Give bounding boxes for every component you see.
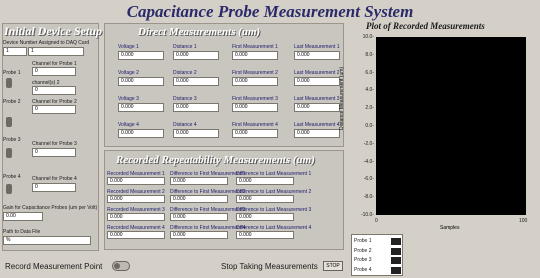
plot-legend xyxy=(351,234,403,276)
distance-4-label: Distance 4 xyxy=(173,122,197,128)
last-2-label: Last Measurement 2 xyxy=(294,70,340,76)
channels-input[interactable]: 0 xyxy=(32,86,76,95)
recorded-3-label: Recorded Measurement 3 xyxy=(107,207,165,213)
plot-title: Plot of Recorded Measurements xyxy=(366,21,485,31)
legend-item-2: Probe 2 xyxy=(354,247,372,254)
stop-button[interactable]: STOP xyxy=(323,261,343,271)
diff-last-4-label: Difference to Last Measurement 4 xyxy=(236,225,312,231)
x-tick-0: 0 xyxy=(375,218,378,224)
distance-3-field[interactable]: 0.000 xyxy=(173,103,219,112)
diff-first-2-label: Difference to First Measurement 2 xyxy=(170,189,246,195)
y-tick-10: -10.0- xyxy=(360,212,374,218)
probe-4-label: Probe 4 xyxy=(3,174,21,180)
device-select[interactable]: 1 xyxy=(28,47,84,56)
recorded-2-label: Recorded Measurement 2 xyxy=(107,189,165,195)
y-axis-label: Distance Measurement (um) xyxy=(339,66,345,130)
setup-title: Initial Device Setup xyxy=(4,24,102,38)
channel-4-label: Channel for Probe 4 xyxy=(32,176,77,182)
repeat-title: Recorded Repeatability Measurements (um) xyxy=(116,154,315,166)
first-4-field[interactable]: 0.000 xyxy=(232,129,278,138)
diff-last-1-field[interactable]: 0.000 xyxy=(236,177,294,185)
last-2-field[interactable]: 0.000 xyxy=(294,77,340,86)
probe-3-switch[interactable] xyxy=(6,148,12,158)
plot-svg xyxy=(376,37,526,215)
diff-first-1-label: Difference to First Measurement 1 xyxy=(170,171,246,177)
recorded-4-field[interactable]: 0.000 xyxy=(107,231,165,239)
channel-3-label: Channel for Probe 3 xyxy=(32,141,77,147)
last-4-label: Last Measurement 4 xyxy=(294,122,340,128)
diff-last-1-label: Difference to Last Measurement 1 xyxy=(236,171,312,177)
last-3-label: Last Measurement 3 xyxy=(294,96,340,102)
legend-swatch-3 xyxy=(391,257,401,264)
legend-swatch-1 xyxy=(391,238,401,245)
y-tick-8: -6.0- xyxy=(363,176,374,183)
voltage-4-field[interactable]: 0.000 xyxy=(118,129,164,138)
last-1-field[interactable]: 0.000 xyxy=(294,51,340,60)
diff-last-3-field[interactable]: 0.000 xyxy=(236,213,294,221)
channel-1-label: Channel for Probe 1 xyxy=(32,61,77,67)
voltage-2-label: Voltage 2 xyxy=(118,70,139,76)
legend-swatch-2 xyxy=(391,248,401,255)
stop-label: Stop Taking Measurements xyxy=(221,262,318,271)
recorded-3-field[interactable]: 0.000 xyxy=(107,213,165,221)
last-3-field[interactable]: 0.000 xyxy=(294,103,340,112)
first-3-field[interactable]: 0.000 xyxy=(232,103,278,112)
probe-3-label: Probe 3 xyxy=(3,137,21,143)
diff-first-3-label: Difference to First Measurement 3 xyxy=(170,207,246,213)
recorded-4-label: Recorded Measurement 4 xyxy=(107,225,165,231)
y-tick-2: 6.0- xyxy=(365,69,374,76)
legend-item-4: Probe 4 xyxy=(354,266,372,273)
y-tick-3: 4.0- xyxy=(365,87,374,94)
first-3-label: First Measurement 3 xyxy=(232,96,278,102)
diff-first-3-field[interactable]: 0.000 xyxy=(170,213,228,221)
probe-1-switch[interactable] xyxy=(6,78,12,88)
first-1-label: First Measurement 1 xyxy=(232,44,278,50)
recorded-2-field[interactable]: 0.000 xyxy=(107,195,165,203)
probe-1-label: Probe 1 xyxy=(3,70,21,76)
distance-4-field[interactable]: 0.000 xyxy=(173,129,219,138)
diff-first-4-field[interactable]: 0.000 xyxy=(170,231,228,239)
voltage-2-field[interactable]: 0.000 xyxy=(118,77,164,86)
voltage-3-label: Voltage 3 xyxy=(118,96,139,102)
y-tick-9: -8.0- xyxy=(363,194,374,201)
y-tick-7: -4.0- xyxy=(363,158,374,165)
channel-1-input[interactable]: 0 xyxy=(32,67,76,76)
last-1-label: Last Measurement 1 xyxy=(294,44,340,50)
record-label: Record Measurement Point xyxy=(5,262,103,271)
distance-1-field[interactable]: 0.000 xyxy=(173,51,219,60)
device-number-input[interactable]: 1 xyxy=(3,47,27,56)
channel-2-label: Channel for Probe 2 xyxy=(32,99,77,105)
y-tick-6: -2.0- xyxy=(363,140,374,147)
diff-last-2-field[interactable]: 0.000 xyxy=(236,195,294,203)
distance-3-label: Distance 3 xyxy=(173,96,197,102)
y-tick-1: 8.0- xyxy=(365,51,374,58)
page-title: Capacitance Probe Measurement System xyxy=(126,2,414,21)
probe-2-switch[interactable] xyxy=(6,117,12,127)
distance-1-label: Distance 1 xyxy=(173,44,197,50)
recorded-1-field[interactable]: 0.000 xyxy=(107,177,165,185)
voltage-3-field[interactable]: 0.000 xyxy=(118,103,164,112)
probe-4-switch[interactable] xyxy=(6,184,12,194)
y-tick-5: 0.0- xyxy=(365,123,374,129)
y-tick-4: 2.0- xyxy=(365,105,374,112)
path-input[interactable]: % xyxy=(3,236,91,245)
y-tick-0: 10.0- xyxy=(362,34,374,40)
voltage-1-field[interactable]: 0.000 xyxy=(118,51,164,60)
channels-label: channel(s) 2 xyxy=(32,80,60,86)
diff-first-2-field[interactable]: 0.000 xyxy=(170,195,228,203)
x-axis-label: Samples xyxy=(440,225,460,231)
legend-swatch-4 xyxy=(391,267,401,274)
first-2-field[interactable]: 0.000 xyxy=(232,77,278,86)
gain-input[interactable]: 0.00 xyxy=(3,212,43,221)
direct-title: Direct Measurements (um) xyxy=(138,26,261,38)
legend-item-3: Probe 3 xyxy=(354,257,372,263)
record-toggle[interactable] xyxy=(112,261,130,271)
voltage-1-label: Voltage 1 xyxy=(118,44,139,50)
diff-last-2-label: Difference to Last Measurement 2 xyxy=(236,189,312,195)
voltage-4-label: Voltage 4 xyxy=(118,122,139,128)
channel-2-input[interactable]: 0 xyxy=(32,105,76,114)
x-tick-100: 100 xyxy=(519,218,528,224)
first-2-label: First Measurement 2 xyxy=(232,70,278,76)
diff-last-3-label: Difference to Last Measurement 3 xyxy=(236,207,312,213)
plot-area xyxy=(376,37,526,215)
distance-2-field[interactable]: 0.000 xyxy=(173,77,219,86)
probe-2-label: Probe 2 xyxy=(3,99,21,105)
diff-first-4-label: Difference to First Measurement 4 xyxy=(170,225,246,231)
distance-2-label: Distance 2 xyxy=(173,70,197,76)
diff-last-4-field[interactable]: 0.000 xyxy=(236,231,294,239)
first-1-field[interactable]: 0.000 xyxy=(232,51,278,60)
last-4-field[interactable]: 0.000 xyxy=(294,129,340,138)
legend-item-1: Probe 1 xyxy=(354,238,372,244)
first-4-label: First Measurement 4 xyxy=(232,122,278,128)
channel-4-input[interactable]: 0 xyxy=(32,183,76,192)
recorded-1-label: Recorded Measurement 1 xyxy=(107,171,165,177)
diff-first-1-field[interactable]: 0.000 xyxy=(170,177,228,185)
device-label: Device Number Assigned to DAQ Card xyxy=(3,40,90,46)
channel-3-input[interactable]: 0 xyxy=(32,148,76,157)
path-label: Path to Data File xyxy=(3,229,41,235)
gain-label: Gain for Capacitance Probes (um per Volt) xyxy=(3,205,98,211)
